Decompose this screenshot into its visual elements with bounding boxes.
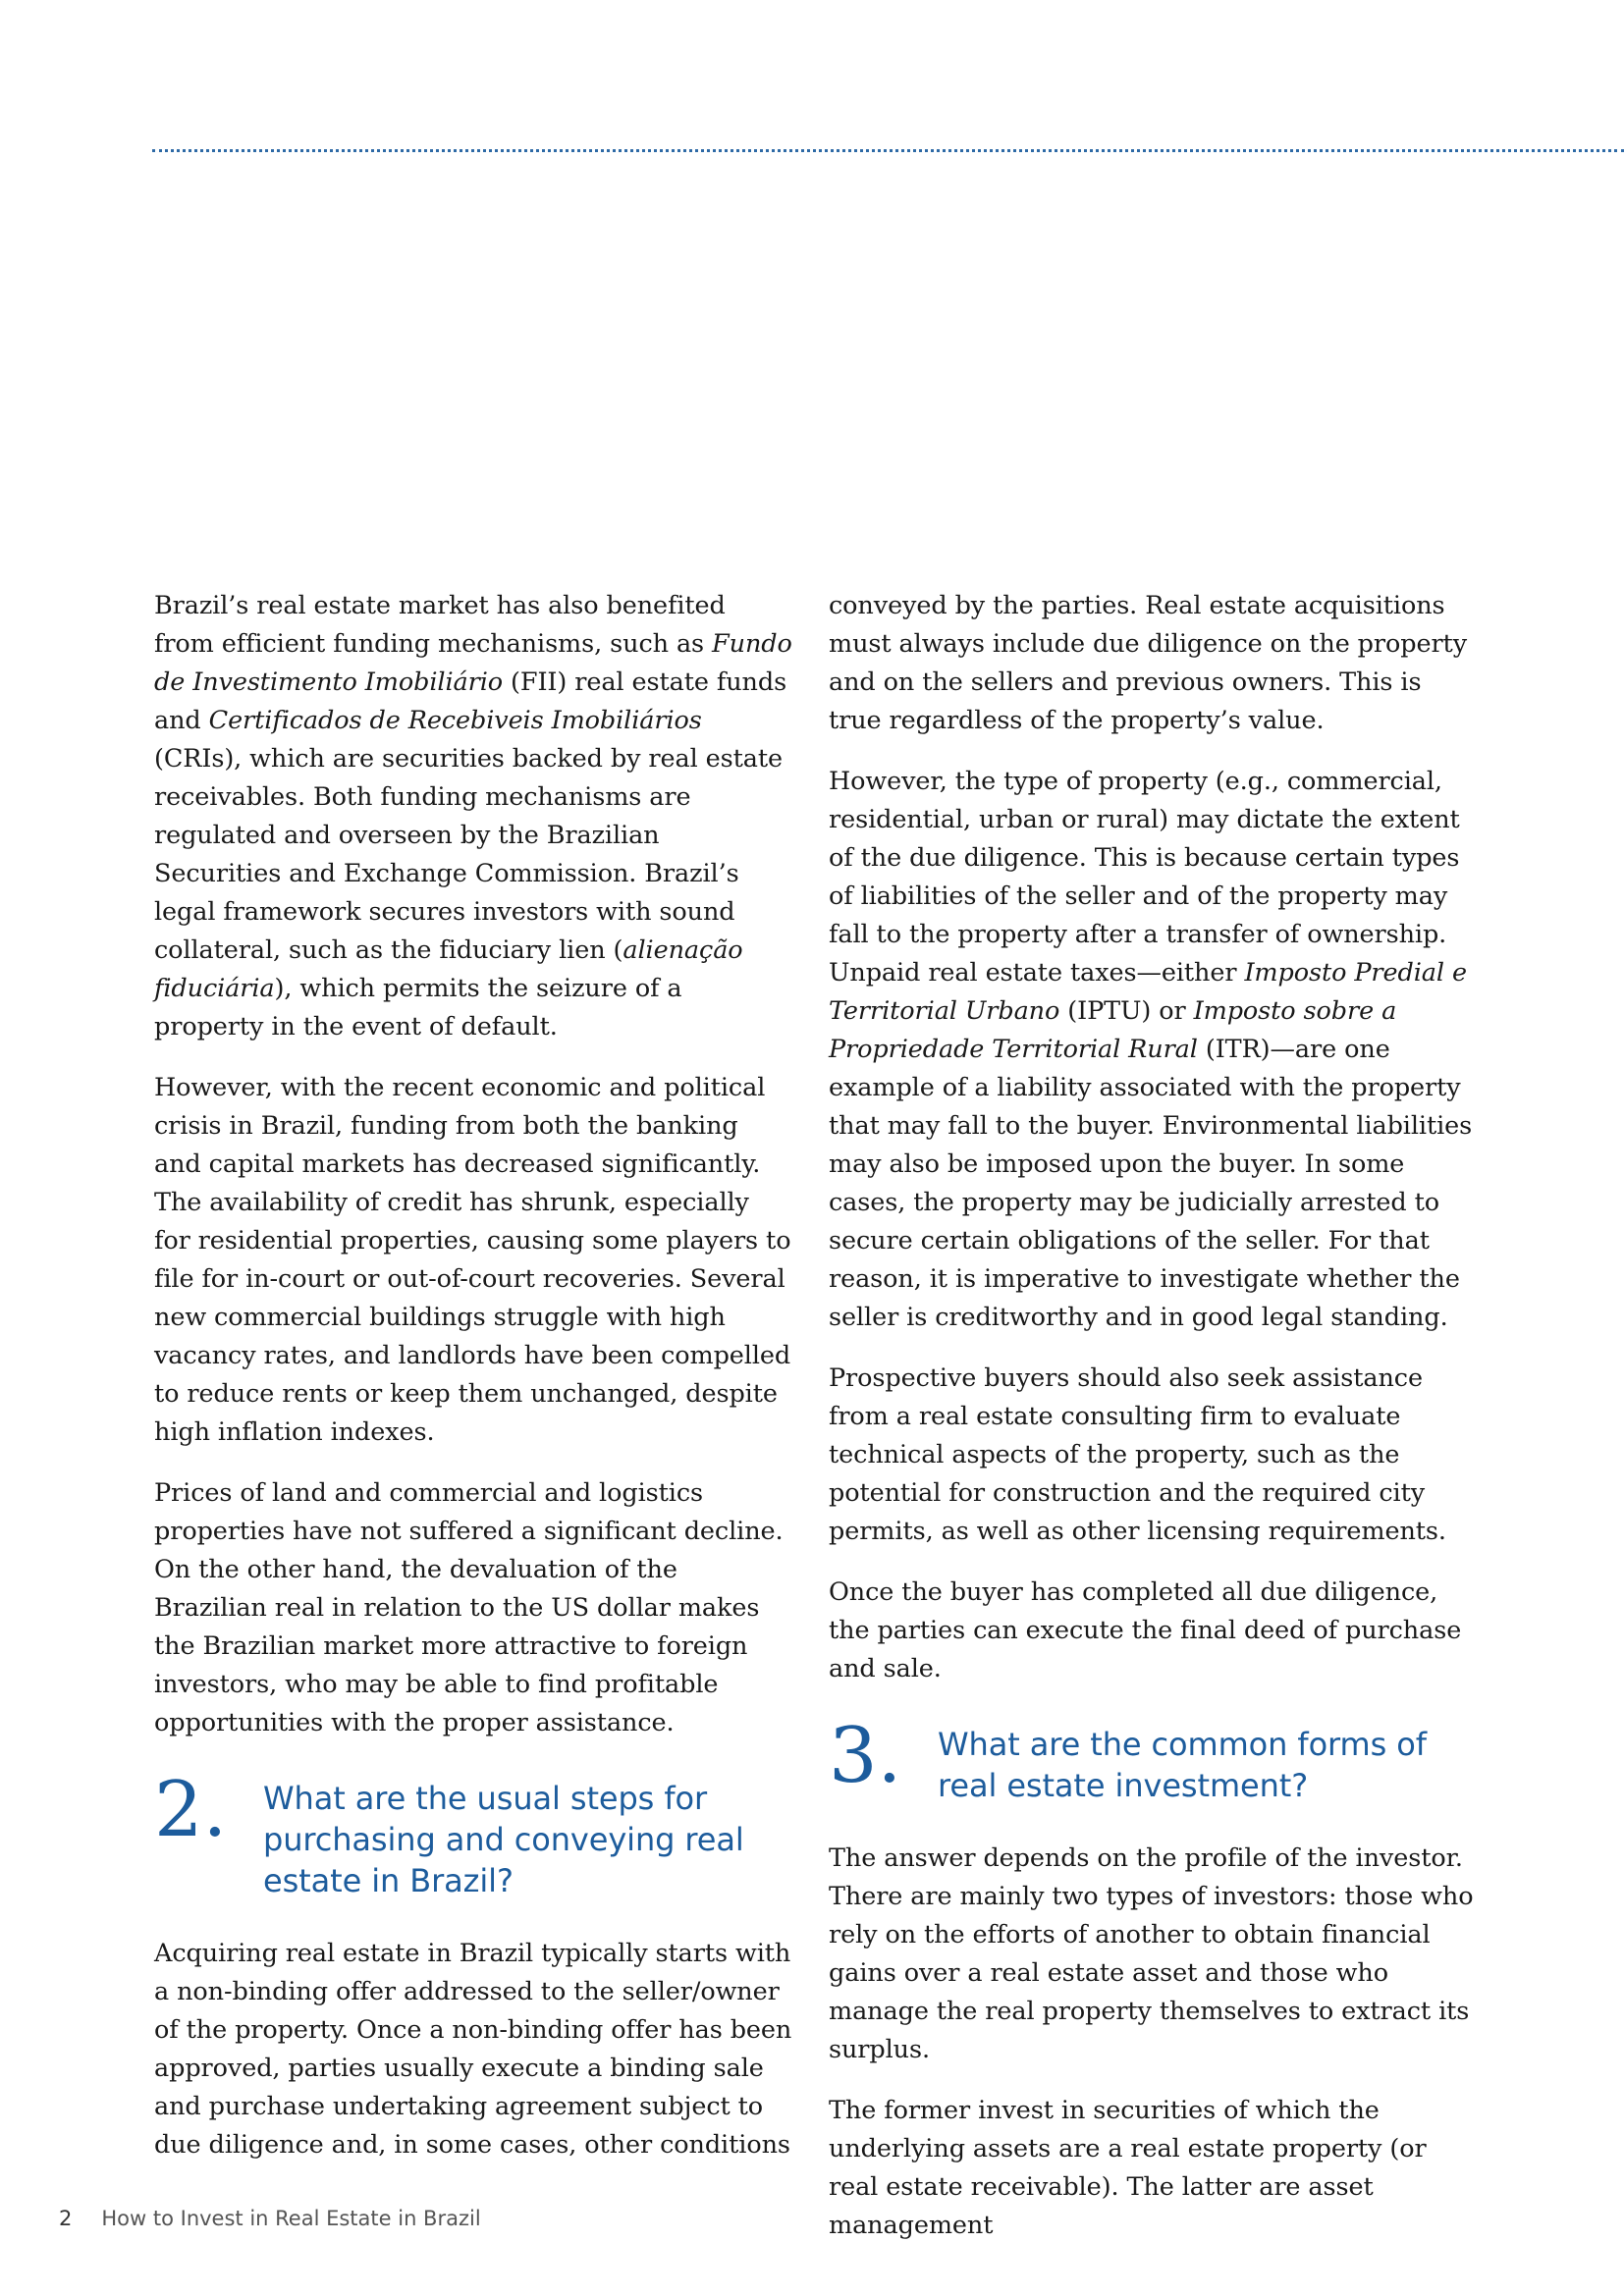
section-heading: What are the usual steps for purchasing and conveying real estate in Brazil? <box>263 1780 744 1899</box>
italic-term: Certificados de Recebiveis Imobiliários <box>208 706 702 735</box>
italic-term: Fundo de Investimento Imobiliário <box>154 629 792 697</box>
italic-term: alienação fiduciária <box>154 935 743 1003</box>
section-2-heading-block <box>154 1766 792 1901</box>
paragraph: Acquiring real estate in Brazil typically starts with a non-binding offer addressed to the seller/owner of the property. Once a non-binding offer has been approved, parties usually execute a binding sale and purchase undertaking agreement subject to due diligence and, in some cases, other conditions <box>154 1939 792 2160</box>
paragraph-text: (CRIs), which are securities backed by real estate receivables. Both funding mechanisms are regulated and overseen by the Brazilian Securities and Exchange Commission. Brazil’s legal framework secures investors with sound collateral, such as the fiduciary lien ( <box>154 744 784 965</box>
paragraph-text: ), which permits the seizure of a property in the event of default. <box>154 974 682 1041</box>
paragraph <box>829 763 1477 1337</box>
page-footer <box>59 2207 481 2230</box>
paragraph: However, with the recent economic and political crisis in Brazil, funding from both the banking and capital markets has decreased significantly. The availability of credit has shrunk, especially for residential properties, causing some players to file for in-court or out-of-court recoveries. Several new commercial buildings struggle with high vacancy rates, and landlords have been compelled to reduce rents or keep them unchanged, despite high inflation indexes. <box>154 1073 791 1447</box>
paragraph-text: Brazil’s real estate market has also benefited from efficient funding mechanisms, such as <box>154 591 726 659</box>
paragraph: The answer depends on the profile of the investor. There are mainly two types of investors: those who rely on the efforts of another to obtain financial gains over a real estate asset and those who manage the real property themselves to extract its surplus. <box>829 1843 1474 2064</box>
right-column <box>829 587 1477 2268</box>
paragraph: conveyed by the parties. Real estate acquisitions must always include due diligence on the property and on the sellers and previous owners. This is true regardless of the property’s value. <box>829 591 1468 735</box>
section-3-heading-block <box>829 1712 1477 1806</box>
section-heading: What are the common forms of real estate investment? <box>938 1726 1427 1804</box>
left-column <box>154 587 792 2187</box>
page-number: 2 <box>59 2207 73 2230</box>
italic-term: Imposto Predial e Territorial Urbano <box>829 958 1467 1026</box>
section-number: 2. <box>154 1766 228 1854</box>
paragraph-text: However, the type of property (e.g., commercial, residential, urban or rural) may dictate the extent of the due diligence. This is because certain types of liabilities of the seller and of the property may fall to the property after a transfer of ownership. Unpaid real estate taxes—either <box>829 767 1460 988</box>
italic-term: Imposto sobre a Propriedade Territorial Rural <box>829 996 1397 1064</box>
paragraph-text: (FII) real estate funds and <box>154 667 787 735</box>
paragraph: Prospective buyers should also seek assistance from a real estate consulting firm to evaluate technical aspects of the property, such as the potential for construction and the required city permits, as well as other licensing requirements. <box>829 1363 1446 1546</box>
document-title: How to Invest in Real Estate in Brazil <box>101 2207 481 2230</box>
paragraph: Prices of land and commercial and logistics properties have not suffered a significant decline. On the other hand, the devaluation of the Brazilian real in relation to the US dollar makes the Brazilian market more attractive to foreign investors, who may be able to find profitable opportunities with the proper assistance. <box>154 1478 784 1737</box>
paragraph <box>154 587 792 1046</box>
paragraph-text: (IPTU) or <box>1059 996 1194 1026</box>
paragraph: The former invest in securities of which the underlying assets are a real estate property (or real estate receivable). The latter are asset management <box>829 2096 1427 2240</box>
section-number: 3. <box>829 1712 902 1800</box>
top-dotted-rule <box>152 149 1624 152</box>
paragraph: Once the buyer has completed all due diligence, the parties can execute the final deed of purchase and sale. <box>829 1577 1462 1683</box>
paragraph-text: (ITR)—are one example of a liability associated with the property that may fall to the buyer. Environmental liabilities may also be imposed upon the buyer. In some cases, the property may be judicially arrested to secure certain obligations of the seller. For that reason, it is imperative to investigate whether the seller is creditworthy and in good legal standing. <box>829 1035 1473 1332</box>
